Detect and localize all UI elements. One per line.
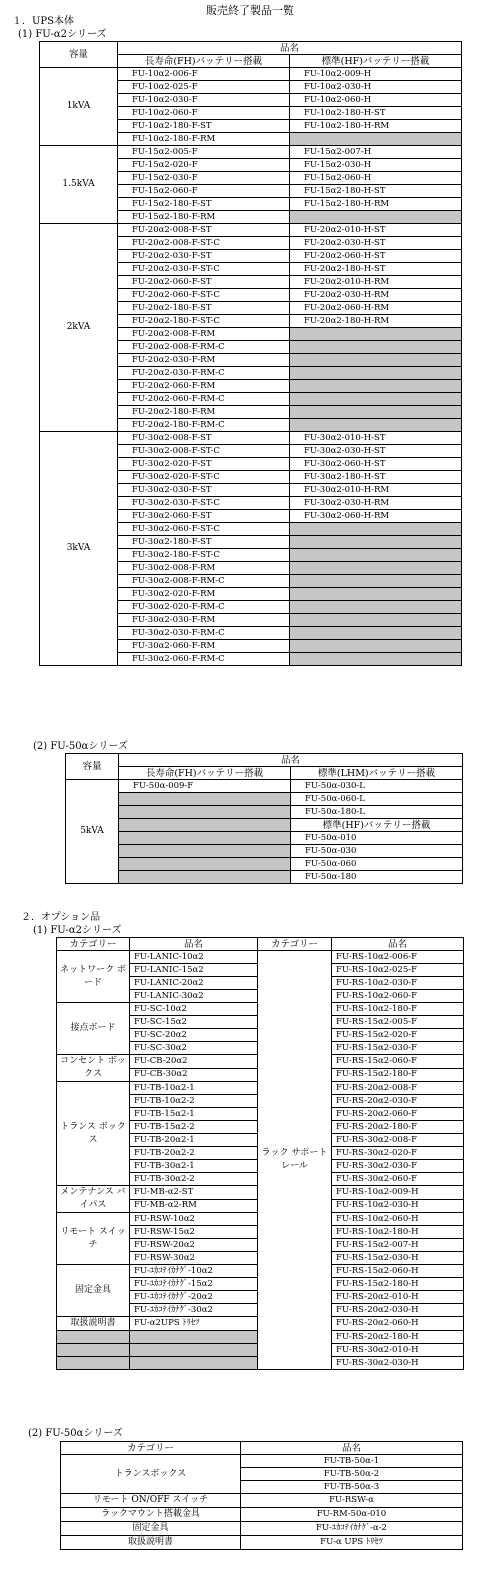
model-hf: FU-20α2-180-H-RM bbox=[290, 315, 462, 328]
table-row bbox=[66, 780, 463, 793]
category-cell: トランスボックス bbox=[61, 1455, 241, 1494]
section-ups-alpha2: (1) FU-α2シリーズ bbox=[18, 29, 107, 40]
item-cell: FU-RS-30α2-008-F bbox=[332, 1134, 464, 1147]
item-cell: FU-RS-10α2-025-F bbox=[332, 964, 464, 977]
item-cell: FU-TB-10α2-2 bbox=[130, 1095, 258, 1108]
table-row bbox=[61, 1536, 463, 1550]
item-cell: FU-RS-15α2-007-H bbox=[332, 1239, 464, 1252]
model-hf: FU-30α2-060-H-RM bbox=[290, 510, 462, 523]
header-row bbox=[61, 1442, 463, 1455]
model-fh: FU-30α2-008-F-RM bbox=[118, 562, 290, 575]
table-row bbox=[66, 858, 463, 871]
model-hf: FU-30α2-060-H-ST bbox=[290, 458, 462, 471]
item-cell: FU-RS-30α2-060-F bbox=[332, 1173, 464, 1186]
empty-cell bbox=[290, 627, 462, 640]
table-row bbox=[40, 68, 462, 81]
item-cell: FU-LANIC-20α2 bbox=[130, 977, 258, 990]
model-fh: FU-20α2-008-F-ST-C bbox=[118, 237, 290, 250]
empty-cell bbox=[290, 549, 462, 562]
section-options-50alpha: (2) FU-50αシリーズ bbox=[28, 1428, 123, 1439]
header-name: 品名 bbox=[119, 754, 463, 767]
model-hf: FU-20α2-030-H-ST bbox=[290, 237, 462, 250]
table-row bbox=[40, 224, 462, 237]
model-fh: FU-15α2-060-F bbox=[118, 185, 290, 198]
model-fh: FU-20α2-060-F-RM bbox=[118, 380, 290, 393]
category-cell: ネットワーク ボード bbox=[57, 951, 130, 1003]
model-hf: FU-15α2-030-H bbox=[290, 159, 462, 172]
item-cell: FU-RS-10α2-180-F bbox=[332, 1003, 464, 1016]
model-fh: FU-10α2-025-F bbox=[118, 81, 290, 94]
item-cell: FU-RSW-10α2 bbox=[130, 1213, 258, 1226]
empty-cell bbox=[290, 653, 462, 666]
capacity-cell: 3kVA bbox=[40, 432, 118, 666]
empty-cell bbox=[119, 871, 291, 884]
header-name: 品名 bbox=[332, 938, 464, 951]
empty-cell bbox=[119, 845, 291, 858]
item-cell: FU-RSW-15α2 bbox=[130, 1226, 258, 1239]
category-cell: 接点ボード bbox=[57, 1003, 130, 1055]
model-hf: FU-30α2-010-H-ST bbox=[290, 432, 462, 445]
empty-cell bbox=[290, 536, 462, 549]
model-fh: FU-20α2-030-F-ST-C bbox=[118, 263, 290, 276]
empty-cell bbox=[57, 1357, 130, 1370]
item-cell: FU-CB-20α2 bbox=[130, 1055, 258, 1069]
header-fh: 長寿命(FH)バッテリー搭載 bbox=[118, 55, 290, 68]
model-lhm: FU-50α-060 bbox=[291, 858, 463, 871]
item-cell: FU-α UPS ﾄﾘｾﾂ bbox=[241, 1536, 463, 1550]
item-cell: FU-TB-50α-1 bbox=[241, 1455, 463, 1468]
empty-cell bbox=[290, 133, 462, 146]
item-cell: FU-ﾕｶｺﾃｲｶﾅｸﾞ-20α2 bbox=[130, 1291, 258, 1304]
model-fh: FU-15α2-020-F bbox=[118, 159, 290, 172]
model-lhm: FU-50α-030-L bbox=[291, 780, 463, 793]
model-hf: FU-20α2-010-H-ST bbox=[290, 224, 462, 237]
empty-cell bbox=[130, 1357, 258, 1370]
options-alpha2-table bbox=[56, 937, 464, 1370]
header-row bbox=[40, 42, 462, 55]
header-row bbox=[66, 767, 463, 780]
item-cell: FU-RM-50α-010 bbox=[241, 1508, 463, 1522]
item-cell: FU-RS-15α2-030-F bbox=[332, 1042, 464, 1055]
model-fh: FU-30α2-030-F-ST-C bbox=[118, 497, 290, 510]
model-fh: FU-20α2-060-F-ST-C bbox=[118, 289, 290, 302]
model-fh: FU-20α2-180-F-RM-C bbox=[118, 419, 290, 432]
item-cell: FU-RS-30α2-010-H bbox=[332, 1344, 464, 1357]
model-fh: FU-20α2-180-F-ST-C bbox=[118, 315, 290, 328]
empty-cell bbox=[290, 341, 462, 354]
header-category: カテゴリー bbox=[57, 938, 130, 951]
model-fh: FU-30α2-030-F-RM bbox=[118, 614, 290, 627]
empty-cell bbox=[119, 806, 291, 819]
table-row bbox=[66, 806, 463, 819]
category-cell: 固定金具 bbox=[57, 1265, 130, 1317]
ups-alpha2-table bbox=[39, 41, 462, 666]
item-cell: FU-RS-10α2-009-H bbox=[332, 1186, 464, 1200]
empty-cell bbox=[130, 1344, 258, 1357]
model-hf: FU-20α2-010-H-RM bbox=[290, 276, 462, 289]
table-row bbox=[66, 845, 463, 858]
item-cell: FU-RS-15α2-180-H bbox=[332, 1278, 464, 1291]
model-lhm: FU-50α-030 bbox=[291, 845, 463, 858]
item-cell: FU-RS-20α2-060-F bbox=[332, 1108, 464, 1121]
item-cell: FU-LANIC-30α2 bbox=[130, 990, 258, 1003]
header-name: 品名 bbox=[241, 1442, 463, 1455]
item-cell: FU-CB-30α2 bbox=[130, 1068, 258, 1082]
table-row bbox=[61, 1522, 463, 1536]
table-row bbox=[61, 1494, 463, 1508]
subheader-hf: 標準(HF)バッテリー搭載 bbox=[291, 819, 463, 832]
category-cell: 固定金具 bbox=[61, 1522, 241, 1536]
empty-cell bbox=[290, 562, 462, 575]
item-cell: FU-SC-20α2 bbox=[130, 1029, 258, 1042]
model-fh: FU-20α2-030-F-RM-C bbox=[118, 367, 290, 380]
table-row bbox=[66, 793, 463, 806]
empty-cell bbox=[290, 523, 462, 536]
model-fh: FU-20α2-060-F-RM-C bbox=[118, 393, 290, 406]
header-name: 品名 bbox=[130, 938, 258, 951]
item-cell: FU-RS-10α2-030-H bbox=[332, 1199, 464, 1213]
model-fh: FU-20α2-180-F-RM bbox=[118, 406, 290, 419]
table-row bbox=[66, 819, 463, 832]
item-cell: FU-ﾕｶｺﾃｲｶﾅｸﾞ-30α2 bbox=[130, 1304, 258, 1317]
item-cell: FU-SC-10α2 bbox=[130, 1003, 258, 1016]
empty-cell bbox=[119, 832, 291, 845]
item-cell: FU-RSW-20α2 bbox=[130, 1239, 258, 1252]
item-cell: FU-LANIC-15α2 bbox=[130, 964, 258, 977]
model-hf: FU-30α2-030-H-RM bbox=[290, 497, 462, 510]
model-hf: FU-30α2-030-H-ST bbox=[290, 445, 462, 458]
item-cell: FU-RS-15α2-060-H bbox=[332, 1265, 464, 1278]
model-fh: FU-30α2-008-F-ST-C bbox=[118, 445, 290, 458]
header-hf: 標準(HF)バッテリー搭載 bbox=[290, 55, 462, 68]
empty-cell bbox=[290, 328, 462, 341]
item-cell: FU-RS-10α2-060-H bbox=[332, 1213, 464, 1226]
model-fh: FU-30α2-020-F-RM bbox=[118, 588, 290, 601]
model-hf: FU-15α2-007-H bbox=[290, 146, 462, 159]
empty-cell bbox=[290, 211, 462, 224]
item-cell: FU-TB-30α2-2 bbox=[130, 1173, 258, 1186]
item-cell: FU-TB-30α2-1 bbox=[130, 1160, 258, 1173]
table-row bbox=[66, 871, 463, 884]
model-hf: FU-20α2-060-H-RM bbox=[290, 302, 462, 315]
item-cell: FU-RS-10α2-060-F bbox=[332, 990, 464, 1003]
section-options-alpha2: (1) FU-α2シリーズ bbox=[33, 925, 122, 936]
model-fh: FU-10α2-030-F bbox=[118, 94, 290, 107]
model-lhm: FU-50α-060-L bbox=[291, 793, 463, 806]
model-hf: FU-10α2-180-H-RM bbox=[290, 120, 462, 133]
model-fh: FU-30α2-030-F-RM-C bbox=[118, 627, 290, 640]
empty-cell bbox=[290, 588, 462, 601]
item-cell: FU-RS-30α2-030-F bbox=[332, 1160, 464, 1173]
header-category: カテゴリー bbox=[61, 1442, 241, 1455]
category-cell: メンテナンス バイパス bbox=[57, 1186, 130, 1213]
empty-cell bbox=[130, 1331, 258, 1344]
model-fh: FU-30α2-008-F-ST bbox=[118, 432, 290, 445]
category-cell: ラックマウント搭載金具 bbox=[61, 1508, 241, 1522]
empty-cell bbox=[119, 858, 291, 871]
category-cell: ラック サポート レール bbox=[258, 951, 332, 1370]
header-category: カテゴリー bbox=[258, 938, 332, 951]
model-hf: FU-20α2-180-H-ST bbox=[290, 263, 462, 276]
table-row bbox=[40, 432, 462, 445]
header-name: 品名 bbox=[118, 42, 462, 55]
header-row bbox=[66, 754, 463, 767]
header-capacity: 容量 bbox=[40, 42, 118, 68]
empty-cell bbox=[290, 419, 462, 432]
item-cell: FU-RS-15α2-005-F bbox=[332, 1016, 464, 1029]
model-fh: FU-30α2-008-F-RM-C bbox=[118, 575, 290, 588]
category-cell: 取扱説明書 bbox=[57, 1317, 130, 1331]
table-row bbox=[61, 1455, 463, 1468]
item-cell: FU-ﾕｶｺﾃｲｶﾅｸﾞ-15α2 bbox=[130, 1278, 258, 1291]
empty-cell bbox=[57, 1344, 130, 1357]
options-50alpha-table bbox=[60, 1441, 463, 1550]
item-cell: FU-RSW-α bbox=[241, 1494, 463, 1508]
item-cell: FU-RS-20α2-010-H bbox=[332, 1291, 464, 1304]
item-cell: FU-RS-10α2-180-H bbox=[332, 1226, 464, 1239]
item-cell: FU-TB-15α2-1 bbox=[130, 1108, 258, 1121]
model-hf: FU-10α2-009-H bbox=[290, 68, 462, 81]
model-fh: FU-30α2-180-F-ST bbox=[118, 536, 290, 549]
item-cell: FU-α2UPS ﾄﾘｾﾂ bbox=[130, 1317, 258, 1331]
item-cell: FU-TB-20α2-2 bbox=[130, 1147, 258, 1160]
model-fh: FU-15α2-180-F-ST bbox=[118, 198, 290, 211]
item-cell: FU-TB-50α-2 bbox=[241, 1468, 463, 1481]
model-fh: FU-30α2-060-F-ST-C bbox=[118, 523, 290, 536]
header-fh: 長寿命(FH)バッテリー搭載 bbox=[119, 767, 291, 780]
category-cell: コンセント ボックス bbox=[57, 1055, 130, 1082]
empty-cell bbox=[290, 601, 462, 614]
item-cell: FU-SC-30α2 bbox=[130, 1042, 258, 1055]
item-cell: FU-RSW-30α2 bbox=[130, 1252, 258, 1265]
model-hf: FU-15α2-180-H-RM bbox=[290, 198, 462, 211]
item-cell: FU-RS-15α2-030-H bbox=[332, 1252, 464, 1265]
item-cell: FU-RS-15α2-180-F bbox=[332, 1068, 464, 1082]
item-cell: FU-RS-15α2-060-F bbox=[332, 1055, 464, 1069]
item-cell: FU-TB-20α2-1 bbox=[130, 1134, 258, 1147]
section-ups: １．UPS本体 bbox=[12, 16, 75, 27]
model-hf: FU-10α2-060-H bbox=[290, 94, 462, 107]
table-row bbox=[66, 832, 463, 845]
model-fh: FU-20α2-030-F-ST bbox=[118, 250, 290, 263]
item-cell: FU-RS-20α2-030-F bbox=[332, 1095, 464, 1108]
item-cell: FU-LANIC-10α2 bbox=[130, 951, 258, 964]
model-fh: FU-30α2-020-F-RM-C bbox=[118, 601, 290, 614]
item-cell: FU-RS-10α2-030-F bbox=[332, 977, 464, 990]
model-hf: FU-10α2-180-H-ST bbox=[290, 107, 462, 120]
item-cell: FU-TB-10α2-1 bbox=[130, 1082, 258, 1095]
model-fh: FU-15α2-030-F bbox=[118, 172, 290, 185]
item-cell: FU-MB-α2-ST bbox=[130, 1186, 258, 1200]
item-cell: FU-RS-30α2-030-H bbox=[332, 1357, 464, 1370]
table-row bbox=[57, 951, 464, 964]
model-fh: FU-30α2-060-F-RM bbox=[118, 640, 290, 653]
model-fh: FU-10α2-060-F bbox=[118, 107, 290, 120]
item-cell: FU-RS-20α2-060-H bbox=[332, 1317, 464, 1331]
model-lhm: FU-50α-010 bbox=[291, 832, 463, 845]
model-hf: FU-30α2-180-H-ST bbox=[290, 471, 462, 484]
empty-cell bbox=[290, 354, 462, 367]
model-fh: FU-20α2-008-F-RM-C bbox=[118, 341, 290, 354]
model-lhm: FU-50α-180-L bbox=[291, 806, 463, 819]
model-fh: FU-20α2-180-F-ST bbox=[118, 302, 290, 315]
header-lhm: 標準(LHM)バッテリー搭載 bbox=[291, 767, 463, 780]
item-cell: FU-TB-50α-3 bbox=[241, 1481, 463, 1494]
capacity-cell: 1.5kVA bbox=[40, 146, 118, 224]
item-cell: FU-RS-20α2-008-F bbox=[332, 1082, 464, 1095]
ups-50alpha-table bbox=[65, 753, 463, 884]
model-fh: FU-30α2-030-F-ST bbox=[118, 484, 290, 497]
category-cell: リモート スイッチ bbox=[57, 1213, 130, 1265]
model-fh: FU-15α2-180-F-RM bbox=[118, 211, 290, 224]
model-lhm: FU-50α-180 bbox=[291, 871, 463, 884]
model-fh: FU-50α-009-F bbox=[119, 780, 291, 793]
model-fh: FU-20α2-008-F-RM bbox=[118, 328, 290, 341]
empty-cell bbox=[57, 1331, 130, 1344]
page-title: 販売終了製品一覧 bbox=[206, 4, 294, 17]
category-cell: トランス ボックス bbox=[57, 1082, 130, 1186]
capacity-cell: 5kVA bbox=[66, 780, 119, 884]
model-hf: FU-10α2-030-H bbox=[290, 81, 462, 94]
item-cell: FU-TB-15α2-2 bbox=[130, 1121, 258, 1134]
model-fh: FU-10α2-006-F bbox=[118, 68, 290, 81]
section-ups-50alpha: (2) FU-50αシリーズ bbox=[33, 741, 128, 752]
item-cell: FU-ﾕｶｺﾃｲｶﾅｸﾞ-α-2 bbox=[241, 1522, 463, 1536]
header-capacity: 容量 bbox=[66, 754, 119, 780]
item-cell: FU-ﾕｶｺﾃｲｶﾅｸﾞ-10α2 bbox=[130, 1265, 258, 1278]
item-cell: FU-RS-30α2-020-F bbox=[332, 1147, 464, 1160]
model-hf: FU-20α2-030-H-RM bbox=[290, 289, 462, 302]
model-fh: FU-30α2-020-F-ST-C bbox=[118, 471, 290, 484]
model-fh: FU-30α2-180-F-ST-C bbox=[118, 549, 290, 562]
model-fh: FU-15α2-005-F bbox=[118, 146, 290, 159]
header-row bbox=[57, 938, 464, 951]
item-cell: FU-RS-20α2-180-H bbox=[332, 1331, 464, 1344]
item-cell: FU-RS-10α2-006-F bbox=[332, 951, 464, 964]
table-row bbox=[40, 146, 462, 159]
item-cell: FU-MB-α2-RM bbox=[130, 1199, 258, 1213]
model-fh: FU-20α2-060-F-ST bbox=[118, 276, 290, 289]
table-row bbox=[61, 1508, 463, 1522]
model-fh: FU-30α2-060-F-RM-C bbox=[118, 653, 290, 666]
model-hf: FU-15α2-180-H-ST bbox=[290, 185, 462, 198]
empty-cell bbox=[119, 819, 291, 832]
category-cell: リモート ON/OFF スイッチ bbox=[61, 1494, 241, 1508]
model-fh: FU-10α2-180-F-ST bbox=[118, 120, 290, 133]
empty-cell bbox=[290, 575, 462, 588]
empty-cell bbox=[290, 380, 462, 393]
model-fh: FU-20α2-030-F-RM bbox=[118, 354, 290, 367]
model-hf: FU-15α2-060-H bbox=[290, 172, 462, 185]
model-fh: FU-30α2-020-F-ST bbox=[118, 458, 290, 471]
empty-cell bbox=[290, 406, 462, 419]
item-cell: FU-RS-15α2-020-F bbox=[332, 1029, 464, 1042]
model-hf: FU-20α2-060-H-ST bbox=[290, 250, 462, 263]
item-cell: FU-RS-20α2-030-H bbox=[332, 1304, 464, 1317]
model-fh: FU-30α2-060-F-ST bbox=[118, 510, 290, 523]
empty-cell bbox=[290, 393, 462, 406]
empty-cell bbox=[290, 640, 462, 653]
empty-cell bbox=[290, 367, 462, 380]
model-hf: FU-30α2-010-H-RM bbox=[290, 484, 462, 497]
model-fh: FU-10α2-180-F-RM bbox=[118, 133, 290, 146]
category-cell: 取扱説明書 bbox=[61, 1536, 241, 1550]
model-fh: FU-20α2-008-F-ST bbox=[118, 224, 290, 237]
empty-cell bbox=[290, 614, 462, 627]
section-options: ２．オプション品 bbox=[21, 912, 101, 923]
capacity-cell: 2kVA bbox=[40, 224, 118, 432]
item-cell: FU-RS-20α2-180-F bbox=[332, 1121, 464, 1134]
capacity-cell: 1kVA bbox=[40, 68, 118, 146]
item-cell: FU-SC-15α2 bbox=[130, 1016, 258, 1029]
empty-cell bbox=[119, 793, 291, 806]
